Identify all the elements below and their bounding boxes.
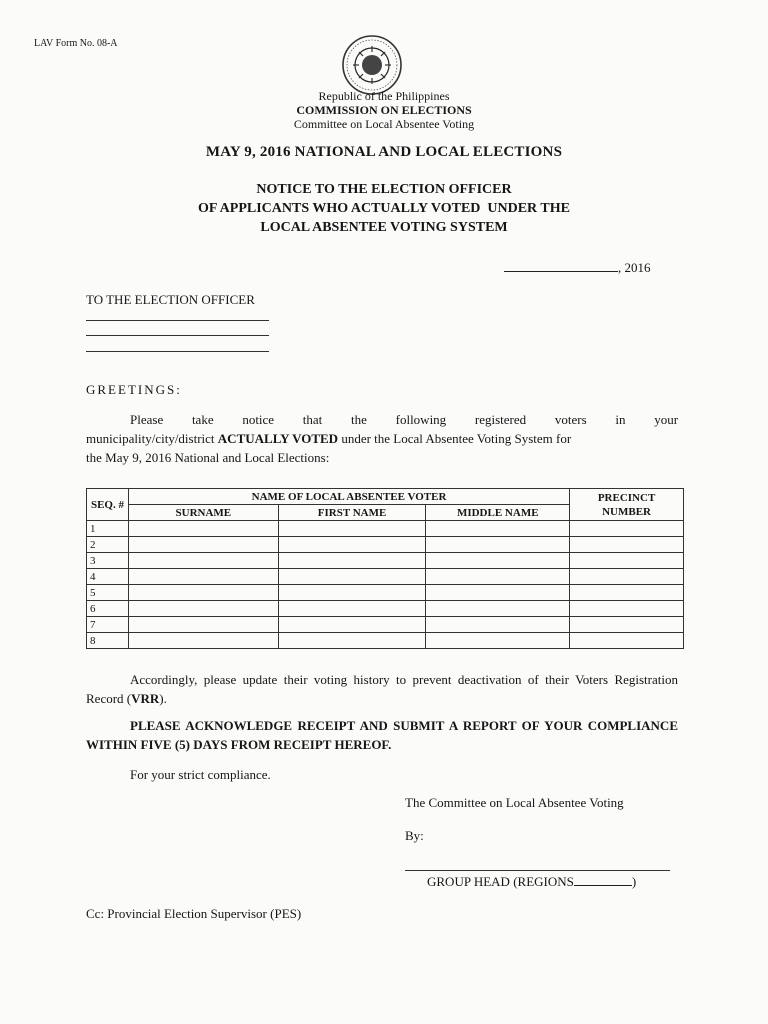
- body-line-2-post: under the Local Absentee Voting System for: [338, 431, 572, 446]
- body-line-1-word: notice: [242, 412, 275, 427]
- first-name-cell: [278, 553, 426, 569]
- addressee: TO THE ELECTION OFFICER: [86, 292, 255, 307]
- elections-title: MAY 9, 2016 NATIONAL AND LOCAL ELECTIONS: [205, 144, 563, 160]
- regions-blank: [574, 875, 632, 886]
- first-name-cell: [278, 537, 426, 553]
- table-row: [87, 521, 684, 537]
- body-line-1-word: the: [351, 412, 367, 427]
- first-name-cell: [278, 617, 426, 633]
- first-name-cell: [278, 569, 426, 585]
- body-line-1-word: voters: [554, 412, 587, 427]
- body-line-1-word: following: [395, 412, 447, 427]
- middle-name-cell: [426, 601, 570, 617]
- first-name-cell: [278, 633, 426, 649]
- actually-voted-emphasis: ACTUALLY VOTED: [217, 431, 339, 446]
- surname-cell: [128, 601, 278, 617]
- by-label: By:: [405, 828, 424, 843]
- precinct-cell: [570, 569, 684, 585]
- date-line: [504, 260, 651, 276]
- surname-cell: [128, 633, 278, 649]
- body-line-1-word: take: [191, 412, 214, 427]
- greeting: GREETINGS:: [86, 382, 182, 397]
- seq-cell: 6: [87, 601, 129, 617]
- vrr-abbreviation: VRR: [131, 691, 160, 706]
- middle-name-cell: [426, 633, 570, 649]
- first-name-cell: [278, 585, 426, 601]
- seq-cell: 8: [87, 633, 129, 649]
- seq-cell: 2: [87, 537, 129, 553]
- notice-title: [0, 180, 768, 237]
- precinct-cell: [570, 537, 684, 553]
- table-row: [87, 537, 684, 553]
- first-name-cell: [278, 601, 426, 617]
- surname-header: SURNAME: [128, 505, 278, 521]
- seq-cell: 1: [87, 521, 129, 537]
- seq-cell: 7: [87, 617, 129, 633]
- precinct-cell: [570, 585, 684, 601]
- surname-cell: [128, 553, 278, 569]
- seq-cell: 4: [87, 569, 129, 585]
- strict-compliance: For your strict compliance.: [130, 767, 271, 782]
- group-head-close: ): [631, 874, 637, 889]
- comelec-seal-icon: [341, 34, 403, 96]
- surname-cell: [128, 585, 278, 601]
- middle-name-header: MIDDLE NAME: [426, 505, 570, 521]
- surname-cell: [128, 569, 278, 585]
- middle-name-cell: [426, 553, 570, 569]
- precinct-cell: [570, 617, 684, 633]
- surname-cell: [128, 537, 278, 553]
- precinct-header: PRECINCT NUMBER: [570, 489, 684, 521]
- form-number: LAV Form No. 08-A: [34, 38, 118, 49]
- body-line-1: [86, 410, 678, 429]
- table-row: [87, 601, 684, 617]
- precinct-cell: [570, 601, 684, 617]
- middle-name-cell: [426, 569, 570, 585]
- precinct-cell: [570, 521, 684, 537]
- precinct-cell: [570, 633, 684, 649]
- body-line-1-word: that: [302, 412, 323, 427]
- group-head-label: GROUP HEAD (REGIONS: [427, 874, 574, 889]
- body-line-1-word: in: [615, 412, 626, 427]
- table-row: [87, 585, 684, 601]
- middle-name-cell: [426, 617, 570, 633]
- middle-name-cell: [426, 585, 570, 601]
- name-header: NAME OF LOCAL ABSENTEE VOTER: [128, 489, 569, 505]
- middle-name-cell: [426, 521, 570, 537]
- table-row: [87, 569, 684, 585]
- notice-title-line-3: LOCAL ABSENTEE VOTING SYSTEM: [260, 220, 508, 235]
- middle-name-cell: [426, 537, 570, 553]
- table-row: [87, 633, 684, 649]
- surname-cell: [128, 617, 278, 633]
- accordingly-text: Accordingly, please update their voting history to prevent deactivation of their Voters Registration Record (: [86, 672, 678, 706]
- addressee-line-3: [86, 351, 269, 352]
- body-line-1-word: registered: [474, 412, 527, 427]
- table-row: [87, 617, 684, 633]
- body-paragraph: [86, 410, 678, 467]
- surname-cell: [128, 521, 278, 537]
- republic-heading: Republic of the Philippines: [318, 89, 450, 103]
- addressee-line-2: [86, 335, 269, 336]
- notice-title-line-1: NOTICE TO THE ELECTION OFFICER: [256, 182, 512, 197]
- accordingly-end: ).: [159, 691, 167, 706]
- first-name-header: FIRST NAME: [278, 505, 426, 521]
- cc-line: Cc: Provincial Election Supervisor (PES): [86, 906, 302, 921]
- signatory-committee: The Committee on Local Absentee Voting: [405, 795, 624, 810]
- body-line-3: the May 9, 2016 National and Local Elections:: [86, 450, 330, 465]
- body-line-2: [86, 429, 678, 448]
- voters-table: [86, 488, 684, 649]
- seq-header: SEQ. #: [87, 489, 129, 521]
- body-line-1-word: your: [654, 412, 679, 427]
- signature-line: [405, 870, 670, 871]
- table-row: [87, 553, 684, 569]
- addressee-line-1: [86, 320, 269, 321]
- body-line-2-pre: municipality/city/district: [86, 431, 218, 446]
- accordingly-paragraph: [86, 670, 678, 708]
- acknowledge-paragraph: PLEASE ACKNOWLEDGE RECEIPT AND SUBMIT A REPORT OF YOUR COMPLIANCE WITHIN FIVE (5) DAYS FROM RECEIPT HEREOF.: [86, 718, 678, 752]
- group-head: [427, 874, 636, 890]
- commission-heading: COMMISSION ON ELECTIONS: [296, 103, 472, 117]
- seq-cell: 5: [87, 585, 129, 601]
- date-blank: [504, 261, 618, 272]
- seq-cell: 3: [87, 553, 129, 569]
- committee-heading: Committee on Local Absentee Voting: [293, 117, 475, 131]
- precinct-cell: [570, 553, 684, 569]
- date-year: , 2016: [618, 260, 651, 275]
- body-line-1-word: Please: [130, 412, 164, 427]
- notice-title-line-2: OF APPLICANTS WHO ACTUALLY VOTED UNDER THE: [198, 201, 570, 216]
- first-name-cell: [278, 521, 426, 537]
